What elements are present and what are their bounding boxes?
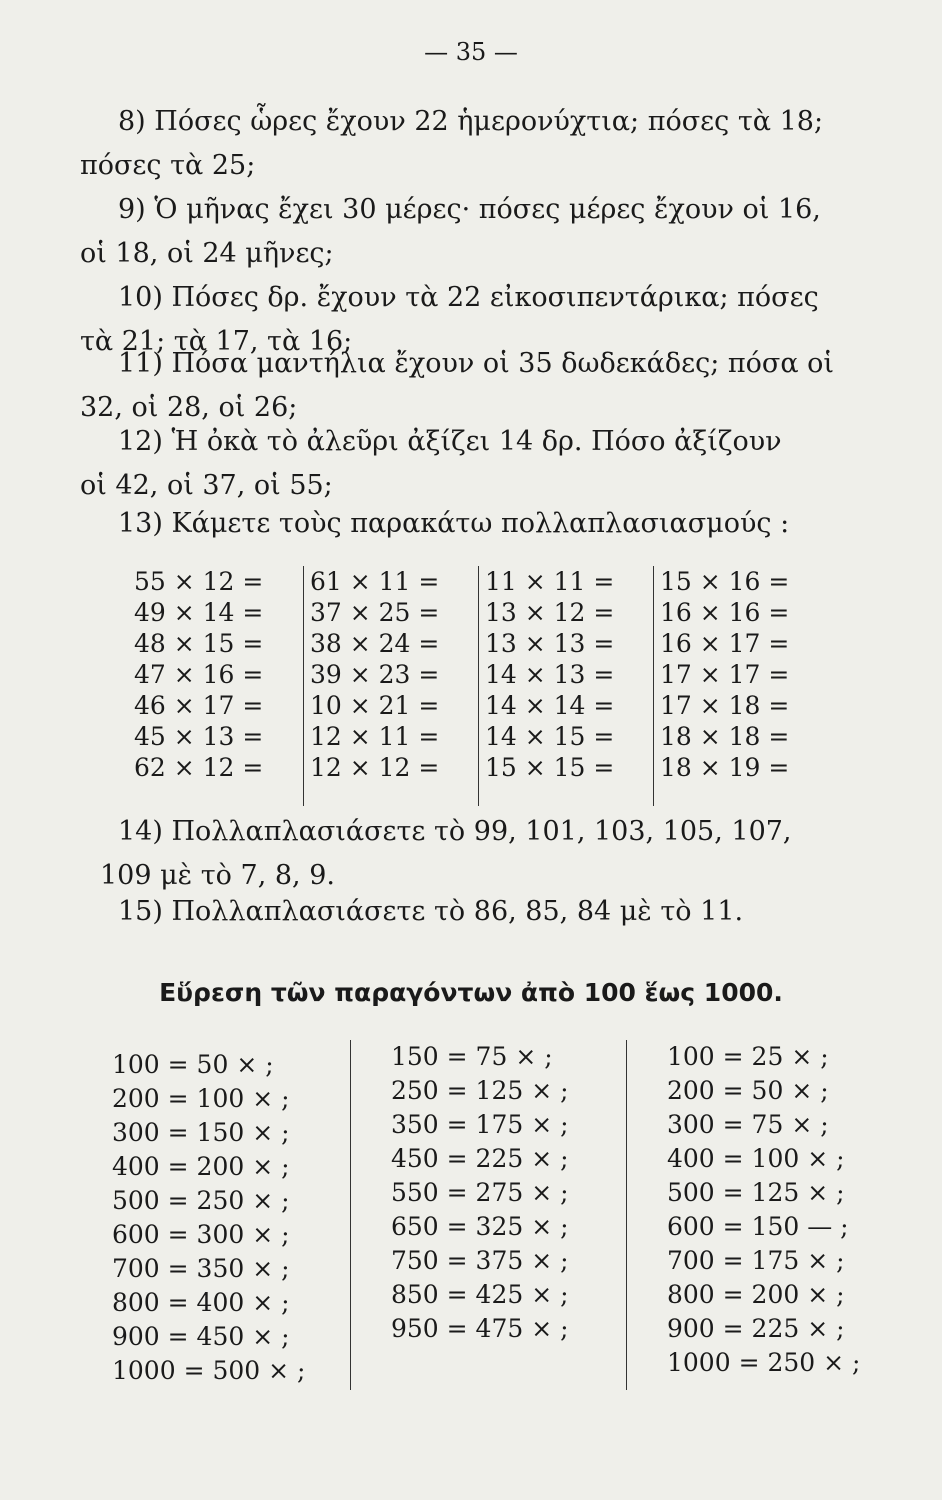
factors-heading: Εὕρεση τῶν παραγόντων ἀπὸ 100 ἕως 1000. bbox=[159, 978, 783, 1007]
multiplication-cell: 45 × 13 = bbox=[134, 722, 264, 751]
exercise-line: τὰ 21; τὰ 17, τὰ 16; bbox=[80, 326, 353, 357]
multiplication-cell: 37 × 25 = bbox=[310, 598, 440, 627]
exercise-line: 13) Κάμετε τοὺς παρακάτω πολλαπλασιασμούς : bbox=[118, 508, 790, 539]
factors-cell: 350 = 175 × ; bbox=[391, 1110, 569, 1139]
factors-cell: 700 = 350 × ; bbox=[112, 1254, 290, 1283]
exercise-14 bbox=[80, 810, 850, 898]
exercise-12 bbox=[80, 420, 850, 508]
multiplication-cell: 15 × 15 = bbox=[485, 753, 615, 782]
multiplication-cell: 38 × 24 = bbox=[310, 629, 440, 658]
multiplication-column bbox=[653, 566, 828, 806]
multiplication-cell: 12 × 11 = bbox=[310, 722, 440, 751]
factors-cell: 200 = 100 × ; bbox=[112, 1084, 290, 1113]
factors-cell: 250 = 125 × ; bbox=[391, 1076, 569, 1105]
multiplication-cell: 16 × 16 = bbox=[660, 598, 790, 627]
multiplication-cell: 11 × 11 = bbox=[485, 567, 615, 596]
exercise-line: 15) Πολλαπλασιάσετε τὸ 86, 85, 84 μὲ τὸ 11. bbox=[118, 896, 744, 927]
factors-cell: 300 = 75 × ; bbox=[667, 1110, 829, 1139]
multiplication-cell: 14 × 13 = bbox=[485, 660, 615, 689]
factors-cell: 900 = 225 × ; bbox=[667, 1314, 845, 1343]
factors-cell: 850 = 425 × ; bbox=[391, 1280, 569, 1309]
factors-cell: 800 = 200 × ; bbox=[667, 1280, 845, 1309]
factors-cell: 1000 = 500 × ; bbox=[112, 1356, 306, 1385]
multiplication-cell: 46 × 17 = bbox=[134, 691, 264, 720]
exercise-line: 109 μὲ τὸ 7, 8, 9. bbox=[100, 860, 335, 891]
exercise-8 bbox=[80, 100, 850, 188]
multiplication-cell: 12 × 12 = bbox=[310, 753, 440, 782]
factors-cell: 400 = 100 × ; bbox=[667, 1144, 845, 1173]
exercise-line: 11) Πόσα μαντήλια ἔχουν οἱ 35 δωδεκάδες; πόσα οἱ bbox=[118, 348, 834, 379]
factors-column bbox=[112, 1040, 350, 1390]
multiplication-cell: 13 × 13 = bbox=[485, 629, 615, 658]
exercise-line: οἱ 18, οἱ 24 μῆνες; bbox=[80, 238, 334, 269]
exercise-line: 9) Ὁ μῆνας ἔχει 30 μέρες· πόσες μέρες ἔχουν οἱ 16, bbox=[118, 194, 821, 225]
multiplication-cell: 10 × 21 = bbox=[310, 691, 440, 720]
exercise-line: 14) Πολλαπλασιάσετε τὸ 99, 101, 103, 105, 107, bbox=[118, 816, 792, 847]
multiplication-cell: 49 × 14 = bbox=[134, 598, 264, 627]
factors-cell: 600 = 150 — ; bbox=[667, 1212, 849, 1241]
factors-cell: 800 = 400 × ; bbox=[112, 1288, 290, 1317]
factors-cell: 500 = 125 × ; bbox=[667, 1178, 845, 1207]
multiplication-cell: 18 × 19 = bbox=[660, 753, 790, 782]
factors-table bbox=[112, 1040, 872, 1390]
factors-cell: 150 = 75 × ; bbox=[391, 1042, 553, 1071]
exercise-15 bbox=[80, 890, 850, 934]
factors-cell: 100 = 50 × ; bbox=[112, 1050, 274, 1079]
multiplication-cell: 17 × 18 = bbox=[660, 691, 790, 720]
multiplication-column bbox=[478, 566, 653, 806]
factors-cell: 200 = 50 × ; bbox=[667, 1076, 829, 1105]
factors-cell: 400 = 200 × ; bbox=[112, 1152, 290, 1181]
exercise-line: 8) Πόσες ὧρες ἔχουν 22 ἡμερονύχτια; πόσες τὰ 18; bbox=[118, 106, 824, 137]
factors-cell: 700 = 175 × ; bbox=[667, 1246, 845, 1275]
multiplication-cell: 61 × 11 = bbox=[310, 567, 440, 596]
multiplication-cell: 47 × 16 = bbox=[134, 660, 264, 689]
factors-cell: 1000 = 250 × ; bbox=[667, 1348, 861, 1377]
exercise-13 bbox=[80, 502, 850, 546]
multiplication-cell: 14 × 14 = bbox=[485, 691, 615, 720]
exercise-line: 32, οἱ 28, οἱ 26; bbox=[80, 392, 298, 423]
multiplication-cell: 15 × 16 = bbox=[660, 567, 790, 596]
multiplication-cell: 48 × 15 = bbox=[134, 629, 264, 658]
factors-column bbox=[626, 1040, 872, 1390]
multiplication-cell: 55 × 12 = bbox=[134, 567, 264, 596]
exercise-11 bbox=[80, 342, 850, 430]
multiplication-cell: 14 × 15 = bbox=[485, 722, 615, 751]
multiplication-cell: 62 × 12 = bbox=[134, 753, 264, 782]
factors-column bbox=[350, 1040, 626, 1390]
exercise-line: οἱ 42, οἱ 37, οἱ 55; bbox=[80, 470, 333, 501]
exercise-9 bbox=[80, 188, 850, 276]
factors-cell: 450 = 225 × ; bbox=[391, 1144, 569, 1173]
page-number: — 35 — bbox=[424, 38, 518, 66]
exercise-line: 10) Πόσες δρ. ἔχουν τὰ 22 εἰκοσιπεντάρικα; πόσες bbox=[118, 282, 819, 313]
multiplication-cell: 13 × 12 = bbox=[485, 598, 615, 627]
factors-cell: 900 = 450 × ; bbox=[112, 1322, 290, 1351]
factors-cell: 300 = 150 × ; bbox=[112, 1118, 290, 1147]
multiplication-cell: 16 × 17 = bbox=[660, 629, 790, 658]
multiplication-cell: 39 × 23 = bbox=[310, 660, 440, 689]
factors-cell: 500 = 250 × ; bbox=[112, 1186, 290, 1215]
factors-cell: 100 = 25 × ; bbox=[667, 1042, 829, 1071]
multiplication-column bbox=[128, 566, 303, 806]
multiplication-cell: 18 × 18 = bbox=[660, 722, 790, 751]
factors-cell: 950 = 475 × ; bbox=[391, 1314, 569, 1343]
factors-cell: 750 = 375 × ; bbox=[391, 1246, 569, 1275]
multiplication-cell: 17 × 17 = bbox=[660, 660, 790, 689]
factors-cell: 650 = 325 × ; bbox=[391, 1212, 569, 1241]
multiplication-column bbox=[303, 566, 478, 806]
factors-cell: 600 = 300 × ; bbox=[112, 1220, 290, 1249]
factors-cell: 550 = 275 × ; bbox=[391, 1178, 569, 1207]
multiplication-table bbox=[128, 566, 828, 806]
exercise-line: 12) Ἡ ὀκὰ τὸ ἀλεῦρι ἀξίζει 14 δρ. Πόσο ἀξίζουν bbox=[118, 426, 782, 457]
exercise-line: πόσες τὰ 25; bbox=[80, 150, 256, 181]
